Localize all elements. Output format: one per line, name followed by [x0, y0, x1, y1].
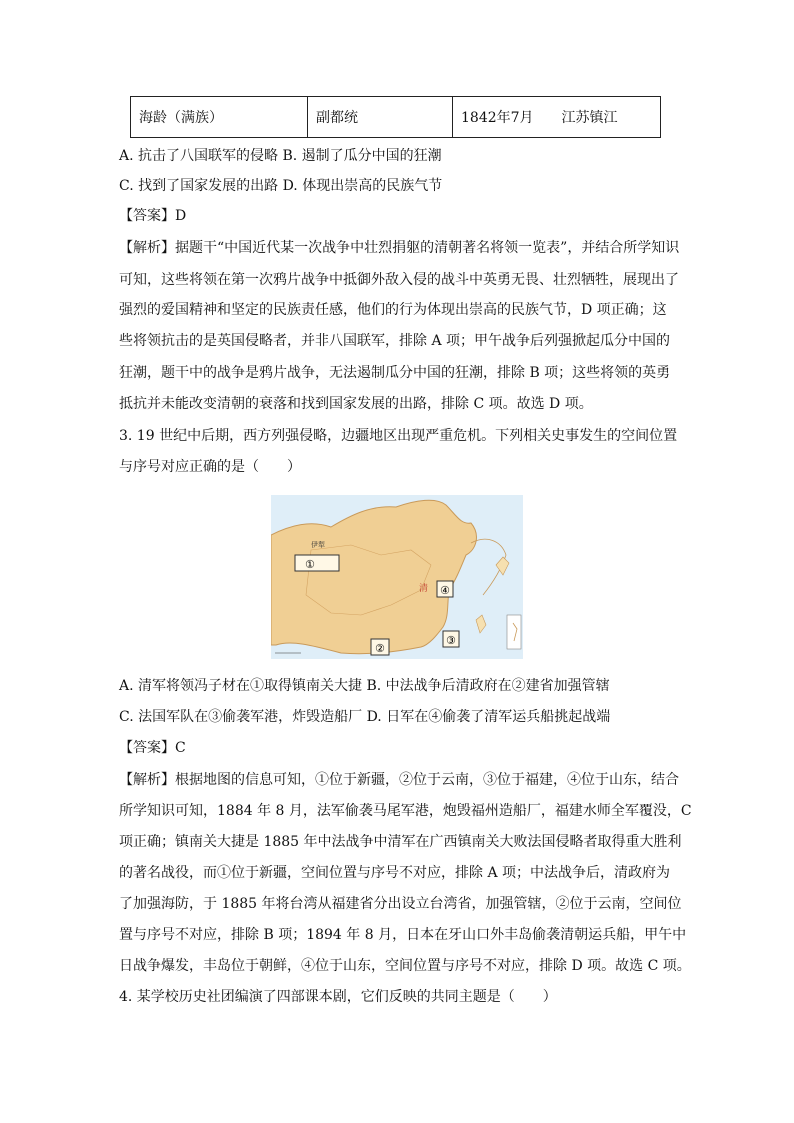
q3-analysis-line: 项正确；镇南关大捷是 1885 年中法战争中清军在广西镇南关大败法国侵略者取得重大胜利	[119, 834, 682, 850]
q3-stem-line: 与序号对应正确的是（ ）	[119, 459, 301, 475]
map-label-4: ④	[440, 584, 450, 597]
q2-analysis-line: 些将领抗击的是英国侵略者，并非八国联军，排除 A 项；甲午战争后列强掀起瓜分中国的	[119, 333, 671, 349]
q3-answer: 【答案】C	[119, 740, 186, 756]
map-label-qing: 清	[419, 584, 429, 594]
q2-analysis-line: 【解析】据题干“中国近代某一次战争中壮烈捐躯的清朝著名将领一览表”，并结合所学知识	[119, 240, 680, 256]
map-label-2: ②	[375, 642, 385, 655]
map-label-3: ③	[446, 634, 456, 647]
q2-analysis-line: 抵抗并未能改变清朝的衰落和找到国家发展的出路，排除 C 项。故选 D 项。	[119, 396, 593, 412]
q4-stem: 4. 某学校历史社团编演了四部课本剧，它们反映的共同主题是（ ）	[119, 989, 557, 1005]
q2-option-ab: A. 抗击了八国联军的侵略 B. 遏制了瓜分中国的狂潮	[119, 148, 442, 164]
q2-option-cd: C. 找到了国家发展的出路 D. 体现出崇高的民族气节	[119, 178, 443, 194]
inset-box	[507, 615, 521, 649]
q3-analysis-line: 所学知识可知，1884 年 8 月，法军偷袭马尾军港，炮毁福州造船厂，福建水师全军覆没，C	[119, 803, 692, 819]
q2-answer: 【答案】D	[119, 208, 187, 224]
q3-option-cd: C. 法国军队在③偷袭军港，炸毁造船厂 D. 日军在④偷袭了清军运兵船挑起战端	[119, 709, 611, 725]
q3-analysis-line: 置与序号不对应，排除 B 项；1894 年 8 月，日本在牙山口外丰岛偷袭清朝运兵船，甲午中	[119, 927, 687, 943]
map-label-1: ①	[305, 558, 315, 571]
map-label-yili: 伊犁	[311, 541, 325, 549]
q3-analysis-line: 的著名战役，而①位于新疆，空间位置与序号不对应，排除 A 项；中法战争后，清政府为	[119, 865, 671, 881]
leaders-table	[130, 96, 661, 138]
q3-analysis-line: 了加强海防，于 1885 年将台湾从福建省分出设立台湾省，加强管辖，②位于云南，空间位	[119, 896, 682, 912]
table-cell-name: 海龄（满族）	[131, 97, 308, 138]
q3-analysis-line: 【解析】根据地图的信息可知，①位于新疆，②位于云南，③位于福建，④位于山东，结合	[119, 772, 679, 788]
table-cell-rank: 副都统	[308, 97, 453, 138]
q2-analysis-line: 可知，这些将领在第一次鸦片战争中抵御外敌入侵的战斗中英勇无畏、壮烈牺牲，展现出了	[119, 272, 679, 288]
q2-analysis-line: 狂潮，题干中的战争是鸦片战争，无法遏制瓜分中国的狂潮，排除 B 项；这些将领的英勇	[119, 365, 671, 381]
qing-map	[271, 495, 523, 659]
map-box-1	[295, 555, 339, 571]
table-cell-date-place: 1842年7月 江苏镇江	[453, 97, 661, 138]
q2-analysis-line: 强烈的爱国精神和坚定的民族责任感，他们的行为体现出崇高的民族气节，D 项正确；这	[119, 302, 667, 318]
q3-option-ab: A. 清军将领冯子材在①取得镇南关大捷 B. 中法战争后清政府在②建省加强管辖	[119, 678, 610, 694]
q3-analysis-line: 日战争爆发，丰岛位于朝鲜，④位于山东，空间位置与序号不对应，排除 D 项。故选 C 项。	[119, 958, 691, 974]
table-row	[131, 97, 661, 138]
q3-stem-line: 3. 19 世纪中后期，西方列强侵略，边疆地区出现严重危机。下列相关史事发生的空间位置	[119, 428, 678, 444]
map-svg	[271, 495, 523, 659]
